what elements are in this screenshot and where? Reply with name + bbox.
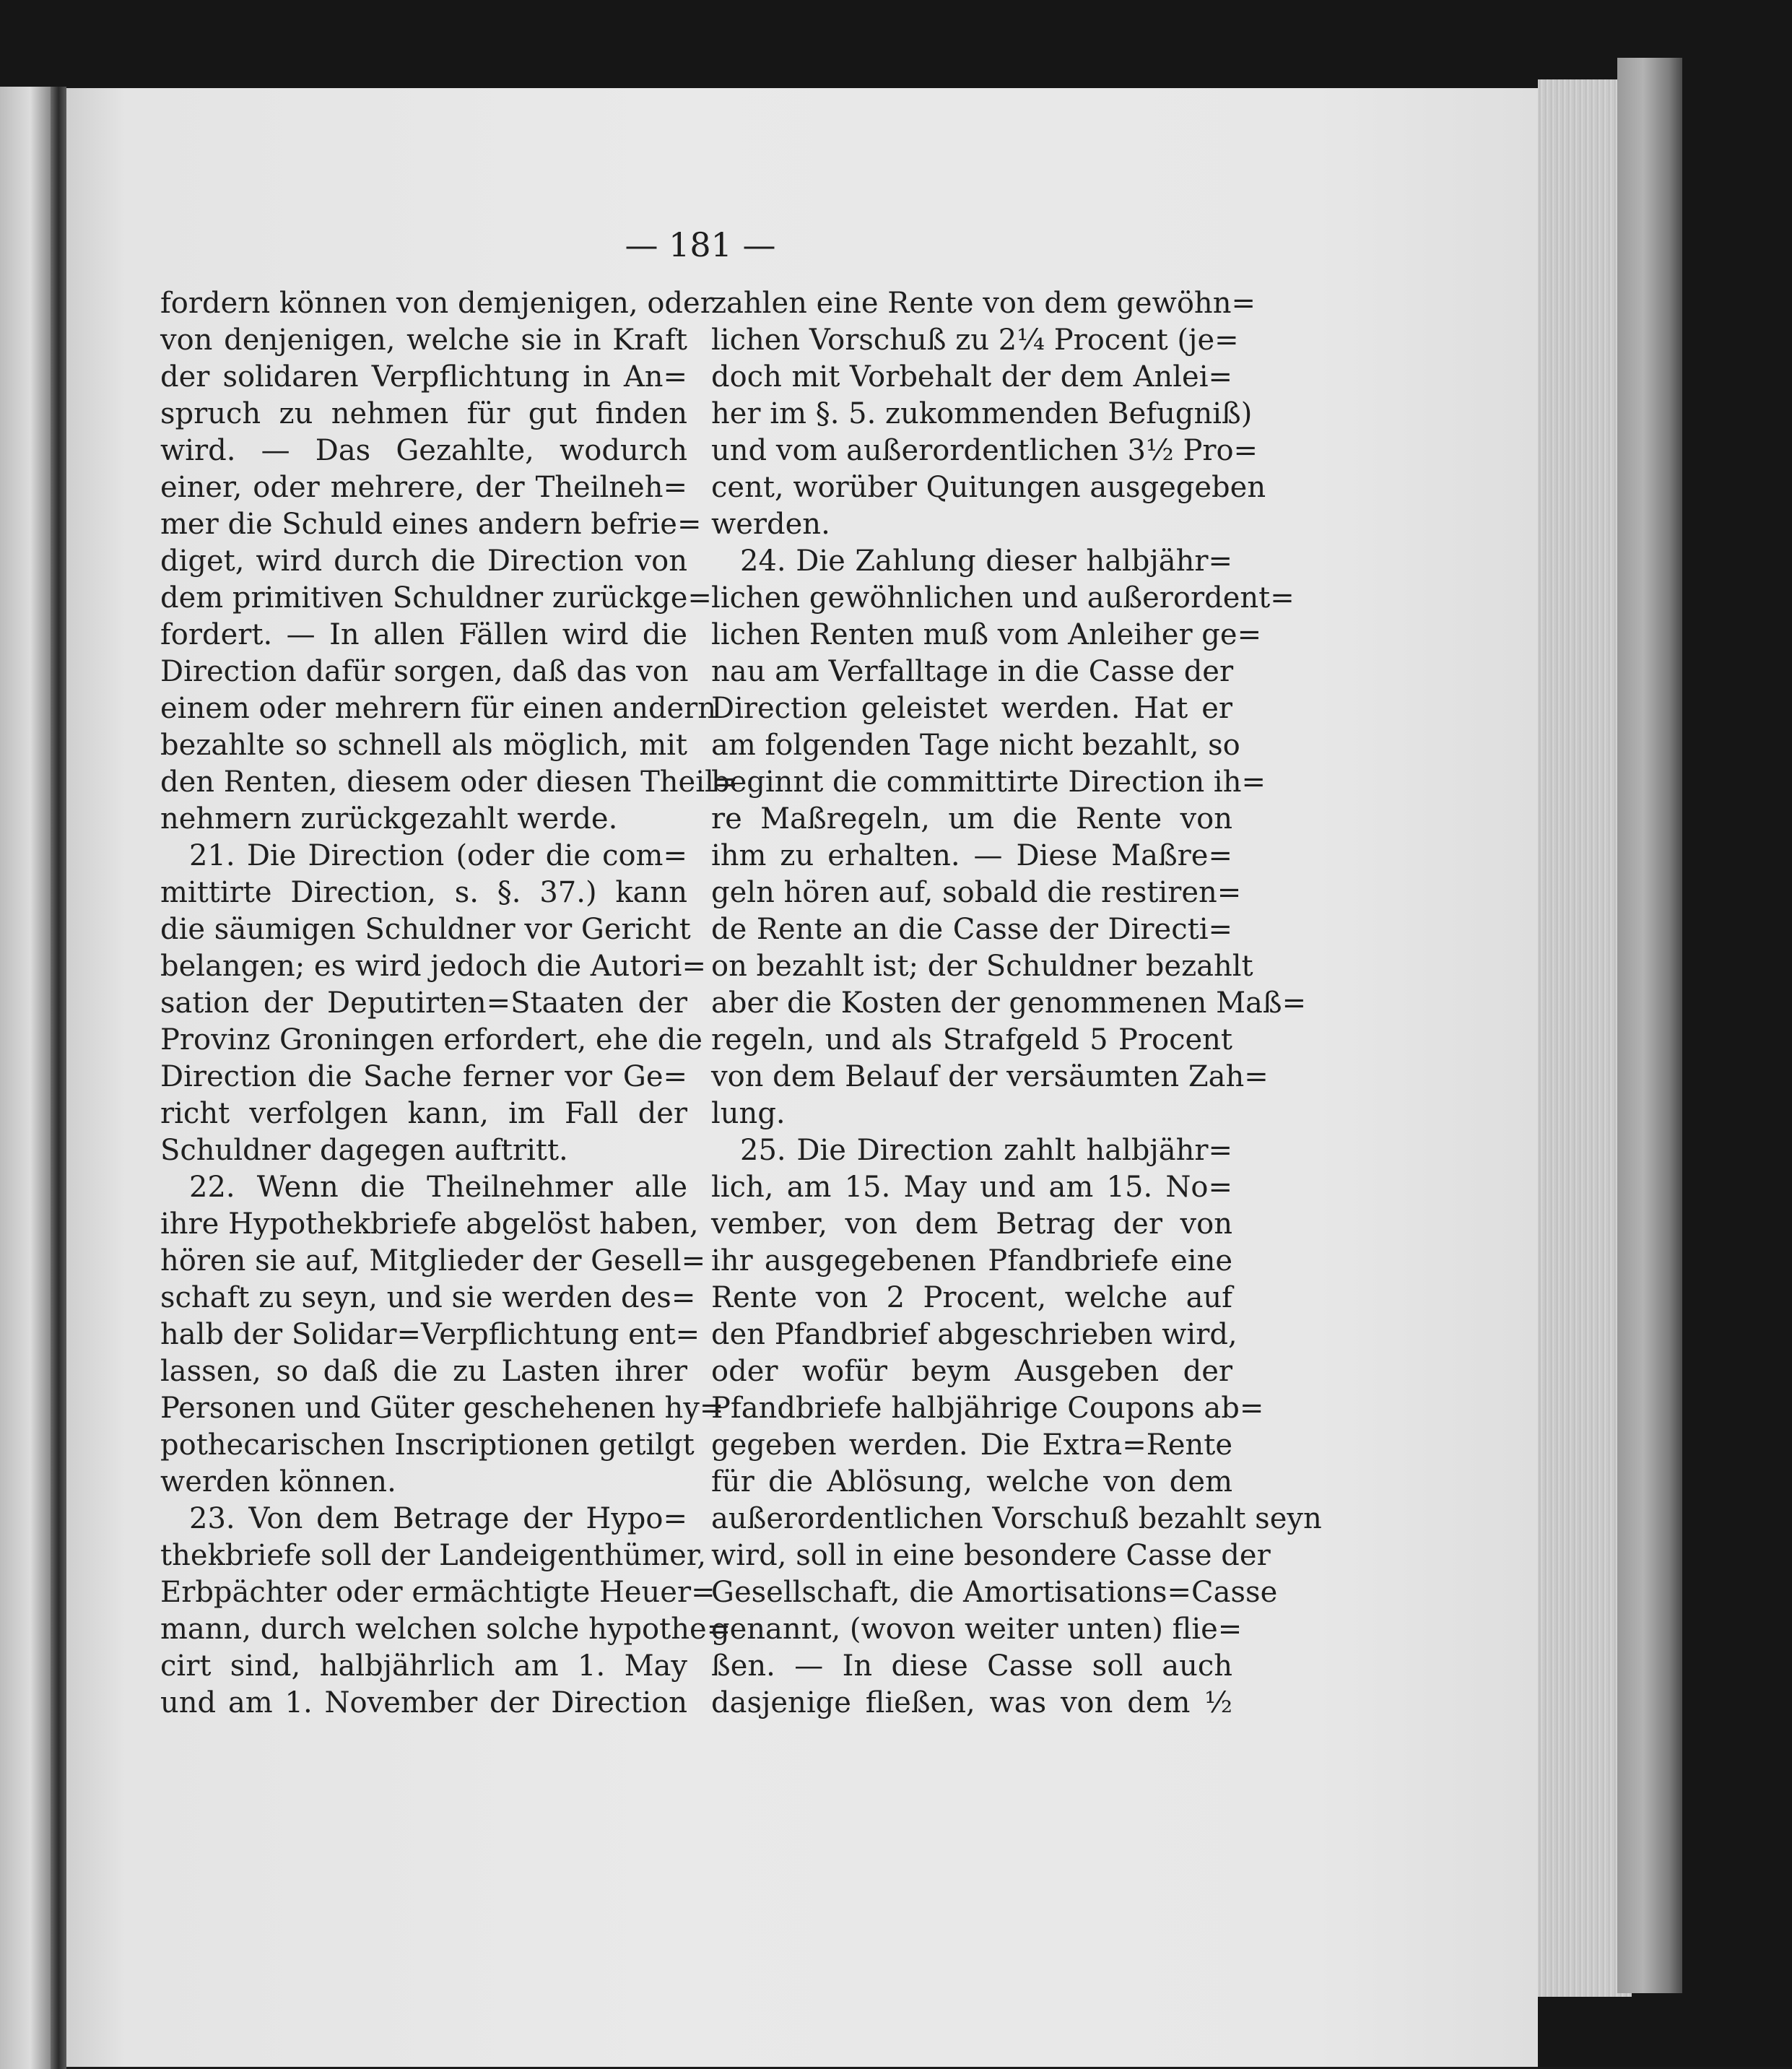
- text-line: Erbpächter oder ermächtigte Heuer=: [160, 1576, 716, 1609]
- text-line: bezahlte so schnell als möglich, mit: [160, 729, 687, 762]
- text-line: werden können.: [160, 1465, 396, 1498]
- text-line: ihm zu erhalten. — Diese Maßre=: [711, 839, 1232, 872]
- text-line: spruch zu nehmen für gut finden: [160, 397, 687, 430]
- text-line: schaft zu seyn, und sie werden des=: [160, 1281, 696, 1314]
- text-line: Rente von 2 Procent, welche auf: [711, 1281, 1232, 1314]
- text-line: zahlen eine Rente von dem gewöhn=: [711, 287, 1256, 320]
- text-line: und vom außerordentlichen 3½ Pro=: [711, 434, 1258, 467]
- text-line: mer die Schuld eines andern befrie=: [160, 508, 702, 541]
- text-line: mittirte Direction, s. §. 37.) kann: [160, 876, 687, 909]
- text-line: lichen Vorschuß zu 2¼ Procent (je=: [711, 324, 1239, 357]
- text-line: halb der Solidar=Verpflichtung ent=: [160, 1318, 700, 1351]
- text-line: nau am Verfalltage in die Casse der: [711, 655, 1234, 688]
- text-line: lich, am 15. May und am 15. No=: [711, 1171, 1232, 1204]
- text-line: lichen Renten muß vom Anleiher ge=: [711, 618, 1262, 651]
- text-line: geln hören auf, sobald die restiren=: [711, 876, 1242, 909]
- previous-page-edge: [0, 87, 51, 2069]
- text-line: her im §. 5. zukommenden Befugniß): [711, 397, 1253, 430]
- text-line: cirt sind, halbjährlich am 1. May: [160, 1649, 687, 1683]
- text-line: regeln, und als Strafgeld 5 Procent: [711, 1023, 1232, 1057]
- text-line: belangen; es wird jedoch die Autori=: [160, 950, 706, 983]
- text-line: für die Ablösung, welche von dem: [711, 1465, 1232, 1498]
- text-line: Gesellschaft, die Amortisations=Casse: [711, 1576, 1278, 1609]
- text-line: Direction die Sache ferner vor Ge=: [160, 1060, 687, 1093]
- text-line: thekbriefe soll der Landeigenthümer,: [160, 1539, 707, 1572]
- text-line: mann, durch welchen solche hypothe=: [160, 1613, 731, 1646]
- right-text-column: [711, 285, 1322, 1722]
- text-line: re Maßregeln, um die Rente von: [711, 802, 1232, 836]
- book-gutter: [51, 87, 66, 2069]
- text-line: Pfandbriefe halbjährige Coupons ab=: [711, 1392, 1264, 1425]
- text-line: 21. Die Direction (oder die com=: [189, 839, 687, 872]
- left-text-column: [160, 285, 739, 1722]
- text-line: ihr ausgegebenen Pfandbriefe eine: [711, 1244, 1232, 1278]
- text-line: lung.: [711, 1097, 786, 1130]
- text-line: die säumigen Schuldner vor Gericht: [160, 913, 691, 946]
- text-line: doch mit Vorbehalt der dem Anlei=: [711, 360, 1232, 394]
- text-line: hören sie auf, Mitglieder der Gesell=: [160, 1244, 706, 1278]
- text-line: fordert. — In allen Fällen wird die: [160, 618, 687, 651]
- text-line: einer, oder mehrere, der Theilneh=: [160, 471, 687, 504]
- text-line: 25. Die Direction zahlt halbjähr=: [740, 1134, 1232, 1167]
- text-line: diget, wird durch die Direction von: [160, 545, 687, 578]
- text-line: beginnt die committirte Direction ih=: [711, 765, 1266, 799]
- text-line: Provinz Groningen erfordert, ehe die: [160, 1023, 703, 1057]
- text-line: dem primitiven Schuldner zurückge=: [160, 581, 712, 615]
- book-cover-edge: [1617, 58, 1682, 1993]
- text-line: Direction geleistet werden. Hat er: [711, 692, 1232, 725]
- text-line: einem oder mehrern für einen andern: [160, 692, 717, 725]
- text-line: 24. Die Zahlung dieser halbjähr=: [740, 545, 1232, 578]
- text-line: genannt, (wovon weiter unten) flie=: [711, 1613, 1243, 1646]
- text-line: Personen und Güter geschehenen hy=: [160, 1392, 724, 1425]
- page-number: — 181 —: [625, 225, 776, 264]
- text-line: am folgenden Tage nicht bezahlt, so: [711, 729, 1240, 762]
- text-line: lassen, so daß die zu Lasten ihrer: [160, 1355, 687, 1388]
- text-line: Schuldner dagegen auftritt.: [160, 1134, 568, 1167]
- text-line: und am 1. November der Direction: [160, 1686, 687, 1719]
- text-line: gegeben werden. Die Extra=Rente: [711, 1428, 1232, 1462]
- text-line: ihre Hypothekbriefe abgelöst haben,: [160, 1207, 699, 1241]
- text-line: nehmern zurückgezahlt werde.: [160, 802, 618, 836]
- text-line: außerordentlichen Vorschuß bezahlt seyn: [711, 1502, 1322, 1535]
- text-line: Direction dafür sorgen, daß das von: [160, 655, 689, 688]
- text-line: den Pfandbrief abgeschrieben wird,: [711, 1318, 1238, 1351]
- text-line: von denjenigen, welche sie in Kraft: [160, 324, 687, 357]
- text-line: 22. Wenn die Theilnehmer alle: [189, 1171, 687, 1204]
- text-line: der solidaren Verpflichtung in An=: [160, 360, 687, 394]
- text-line: vember, von dem Betrag der von: [711, 1207, 1232, 1241]
- text-line: wird. — Das Gezahlte, wodurch: [160, 434, 687, 467]
- text-line: cent, worüber Quitungen ausgegeben: [711, 471, 1266, 504]
- text-line: de Rente an die Casse der Directi=: [711, 913, 1232, 946]
- text-line: sation der Deputirten=Staaten der: [160, 986, 687, 1020]
- text-line: wird, soll in eine besondere Casse der: [711, 1539, 1271, 1572]
- text-line: richt verfolgen kann, im Fall der: [160, 1097, 687, 1130]
- text-line: oder wofür beym Ausgeben der: [711, 1355, 1232, 1388]
- text-line: den Renten, diesem oder diesen Theil=: [160, 765, 739, 799]
- text-line: 23. Von dem Betrage der Hypo=: [189, 1502, 687, 1535]
- text-line: aber die Kosten der genommenen Maß=: [711, 986, 1307, 1020]
- text-line: pothecarischen Inscriptionen getilgt: [160, 1428, 695, 1462]
- text-line: werden.: [711, 508, 830, 541]
- text-line: on bezahlt ist; der Schuldner bezahlt: [711, 950, 1253, 983]
- text-line: dasjenige fließen, was von dem ½: [711, 1686, 1232, 1719]
- text-line: von dem Belauf der versäumten Zah=: [711, 1060, 1269, 1093]
- text-line: ßen. — In diese Casse soll auch: [711, 1649, 1232, 1683]
- text-line: fordern können von demjenigen, oder: [160, 287, 714, 320]
- text-line: lichen gewöhnlichen und außerordent=: [711, 581, 1295, 615]
